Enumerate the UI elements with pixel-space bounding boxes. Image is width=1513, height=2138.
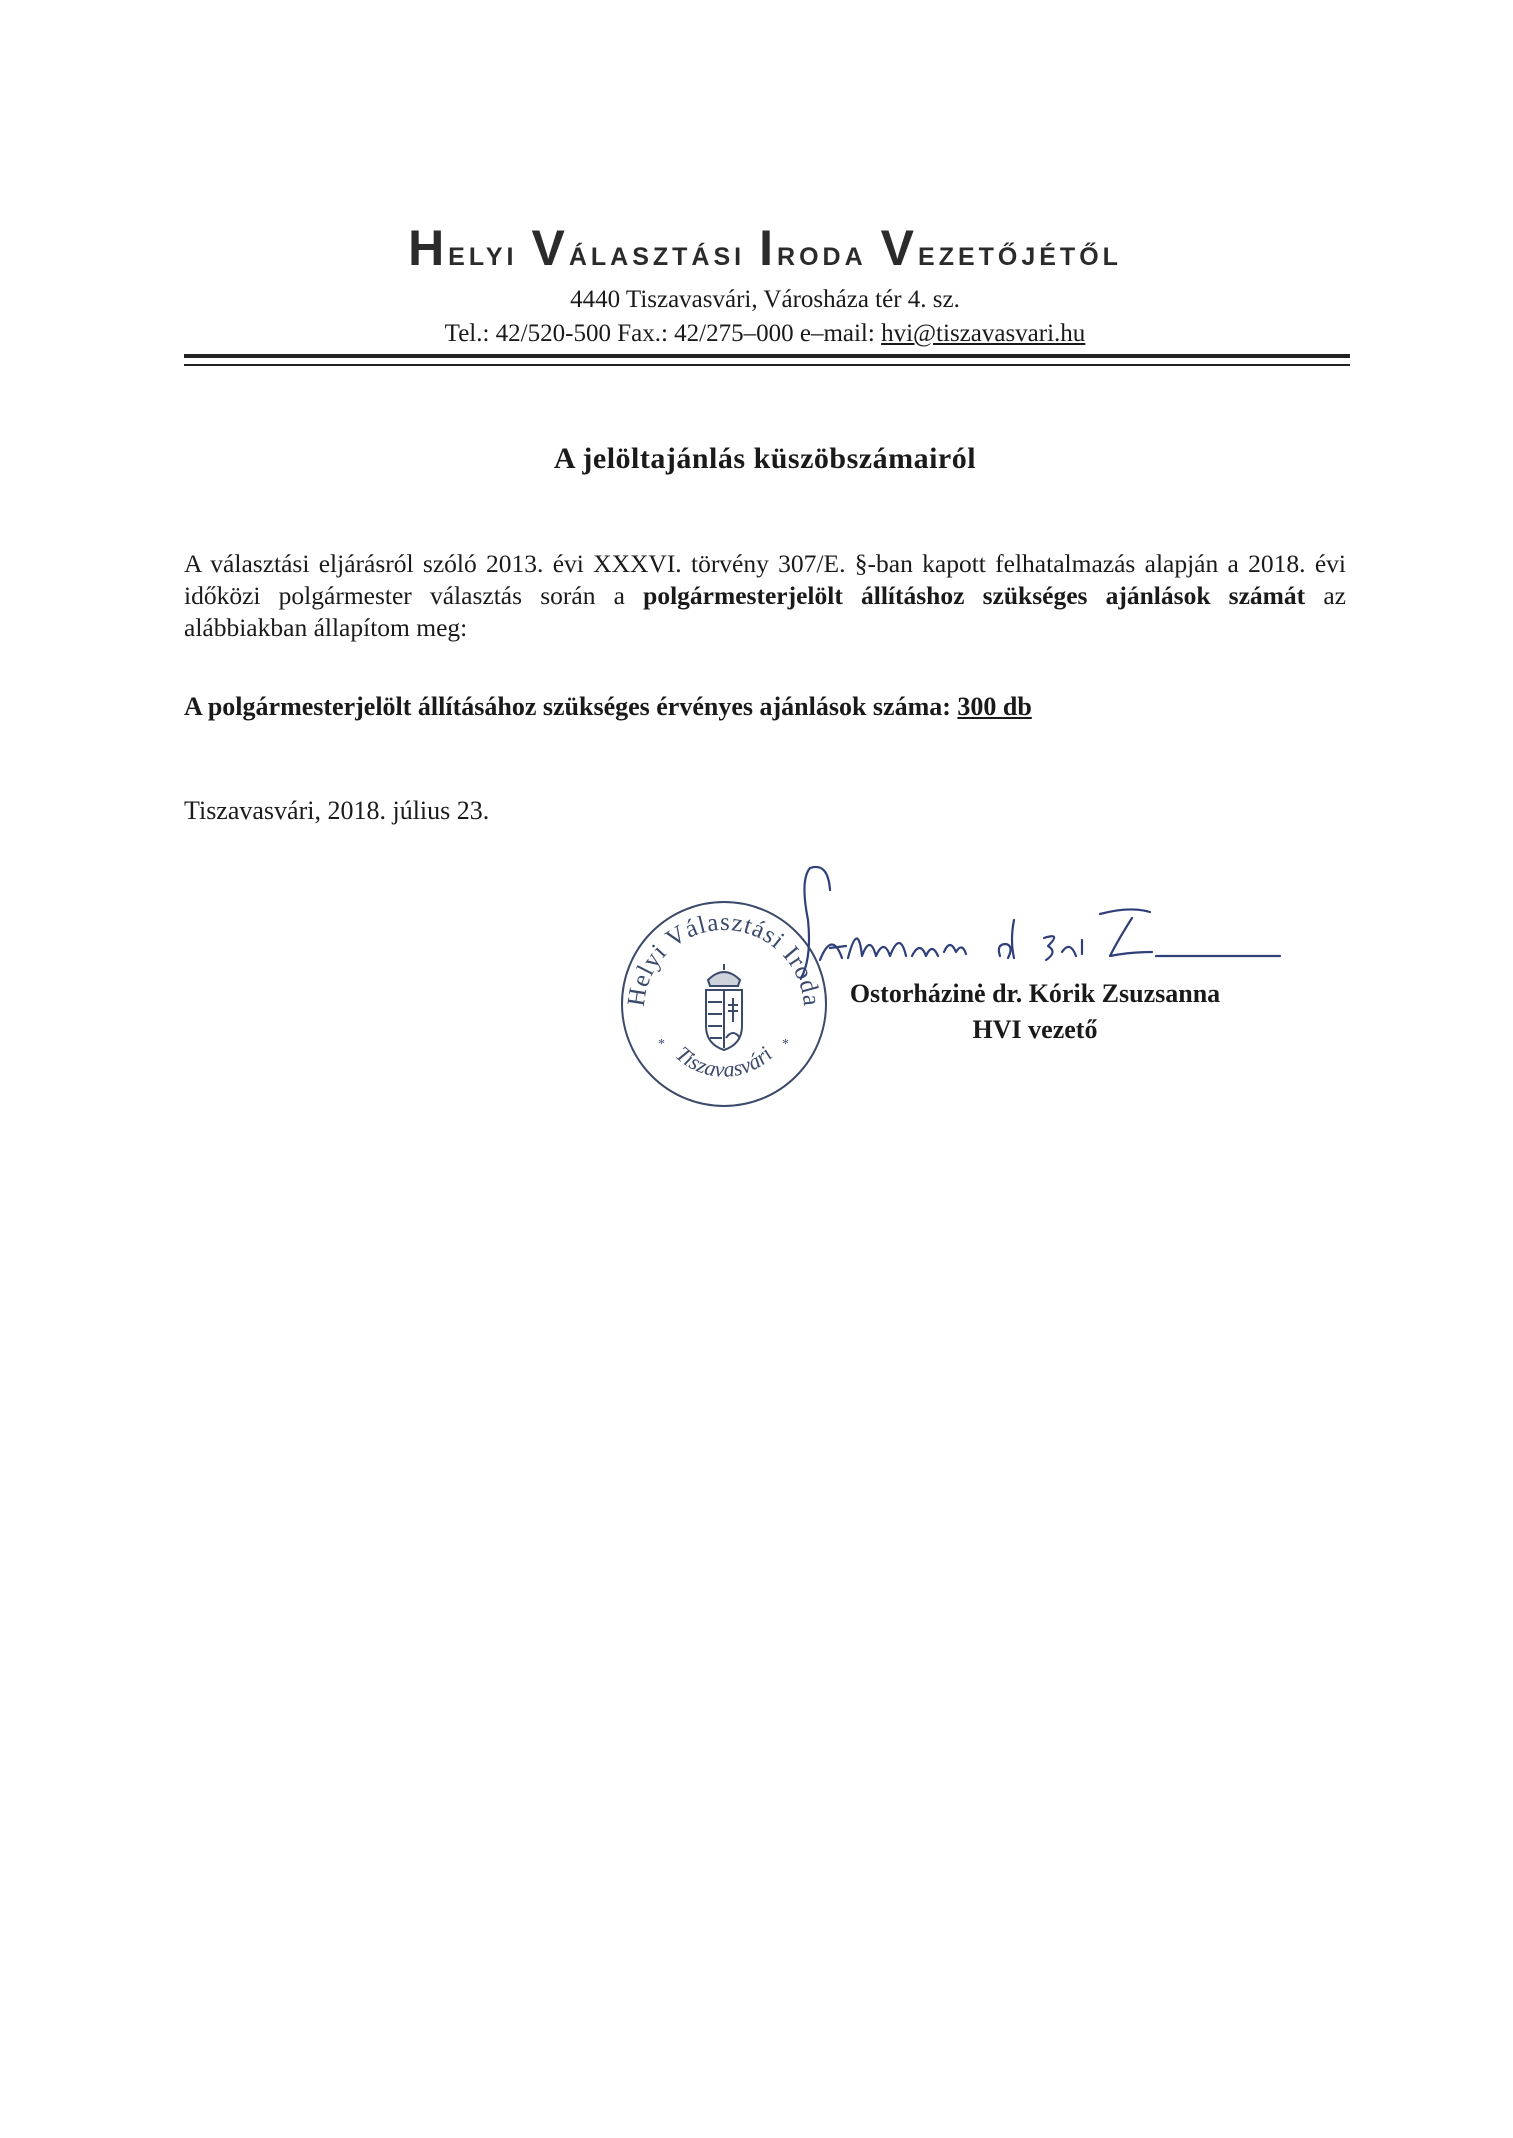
statement-line bbox=[184, 692, 1346, 722]
letterhead-rule-thin bbox=[184, 364, 1350, 366]
place-date: Tiszavasvári, 2018. július 23. bbox=[184, 796, 490, 825]
letterhead-title-word: Vezetőjétől bbox=[880, 220, 1122, 276]
statement-count: 300 db bbox=[957, 692, 1032, 721]
contact-details: Tel.: 42/520-500 Fax.: 42/275–000 e–mail: bbox=[444, 320, 882, 347]
letterhead-contact bbox=[180, 317, 1350, 351]
letterhead-rule-thick bbox=[184, 354, 1350, 358]
statement-label: A polgármesterjelölt állításához szükséges érvényes ajánlások száma: bbox=[184, 692, 958, 721]
body-paragraph bbox=[184, 548, 1346, 644]
signer-name: Ostorházinė dr. Kórik Zsuzsanna bbox=[849, 979, 1221, 1008]
stamp-top-text: Helyi Választási Iroda bbox=[622, 908, 826, 1009]
paragraph-text-1: A választási eljárásról szóló 2013. évi XXXVI. törvény 307/E. §-ban kapott felhatalmazás alapján a 2018. évi időközi polgármester választás során a bbox=[184, 549, 1346, 610]
letterhead-title-word: Iroda bbox=[759, 220, 867, 276]
letterhead bbox=[180, 220, 1350, 351]
stamp-star-right: * bbox=[782, 1037, 789, 1052]
signer-role: HVI vezető bbox=[972, 1015, 1098, 1044]
handwritten-signature bbox=[800, 860, 1340, 980]
letterhead-title-word: Választási bbox=[531, 220, 746, 276]
paragraph-text-2: az alábbiakban állapítom meg: bbox=[184, 581, 1346, 642]
letterhead-address: 4440 Tiszavasvári, Városháza tér 4. sz. bbox=[570, 286, 960, 313]
letterhead-title bbox=[180, 220, 1350, 281]
document-title: A jelöltajánlás küszöbszámairól bbox=[553, 442, 977, 475]
signer-block bbox=[810, 976, 1260, 1048]
stamp-star-left: * bbox=[658, 1037, 665, 1052]
paragraph-bold-text: polgármesterjelölt állításhoz szükséges ajánlások számát bbox=[643, 581, 1306, 610]
email-link[interactable]: hvi@tiszavasvari.hu bbox=[881, 320, 1086, 347]
stamp-bottom-text: Tiszavasvári bbox=[671, 1041, 778, 1082]
official-stamp bbox=[618, 898, 830, 1110]
letterhead-title-word: Helyi bbox=[408, 220, 518, 276]
coat-of-arms-icon bbox=[706, 964, 742, 1050]
